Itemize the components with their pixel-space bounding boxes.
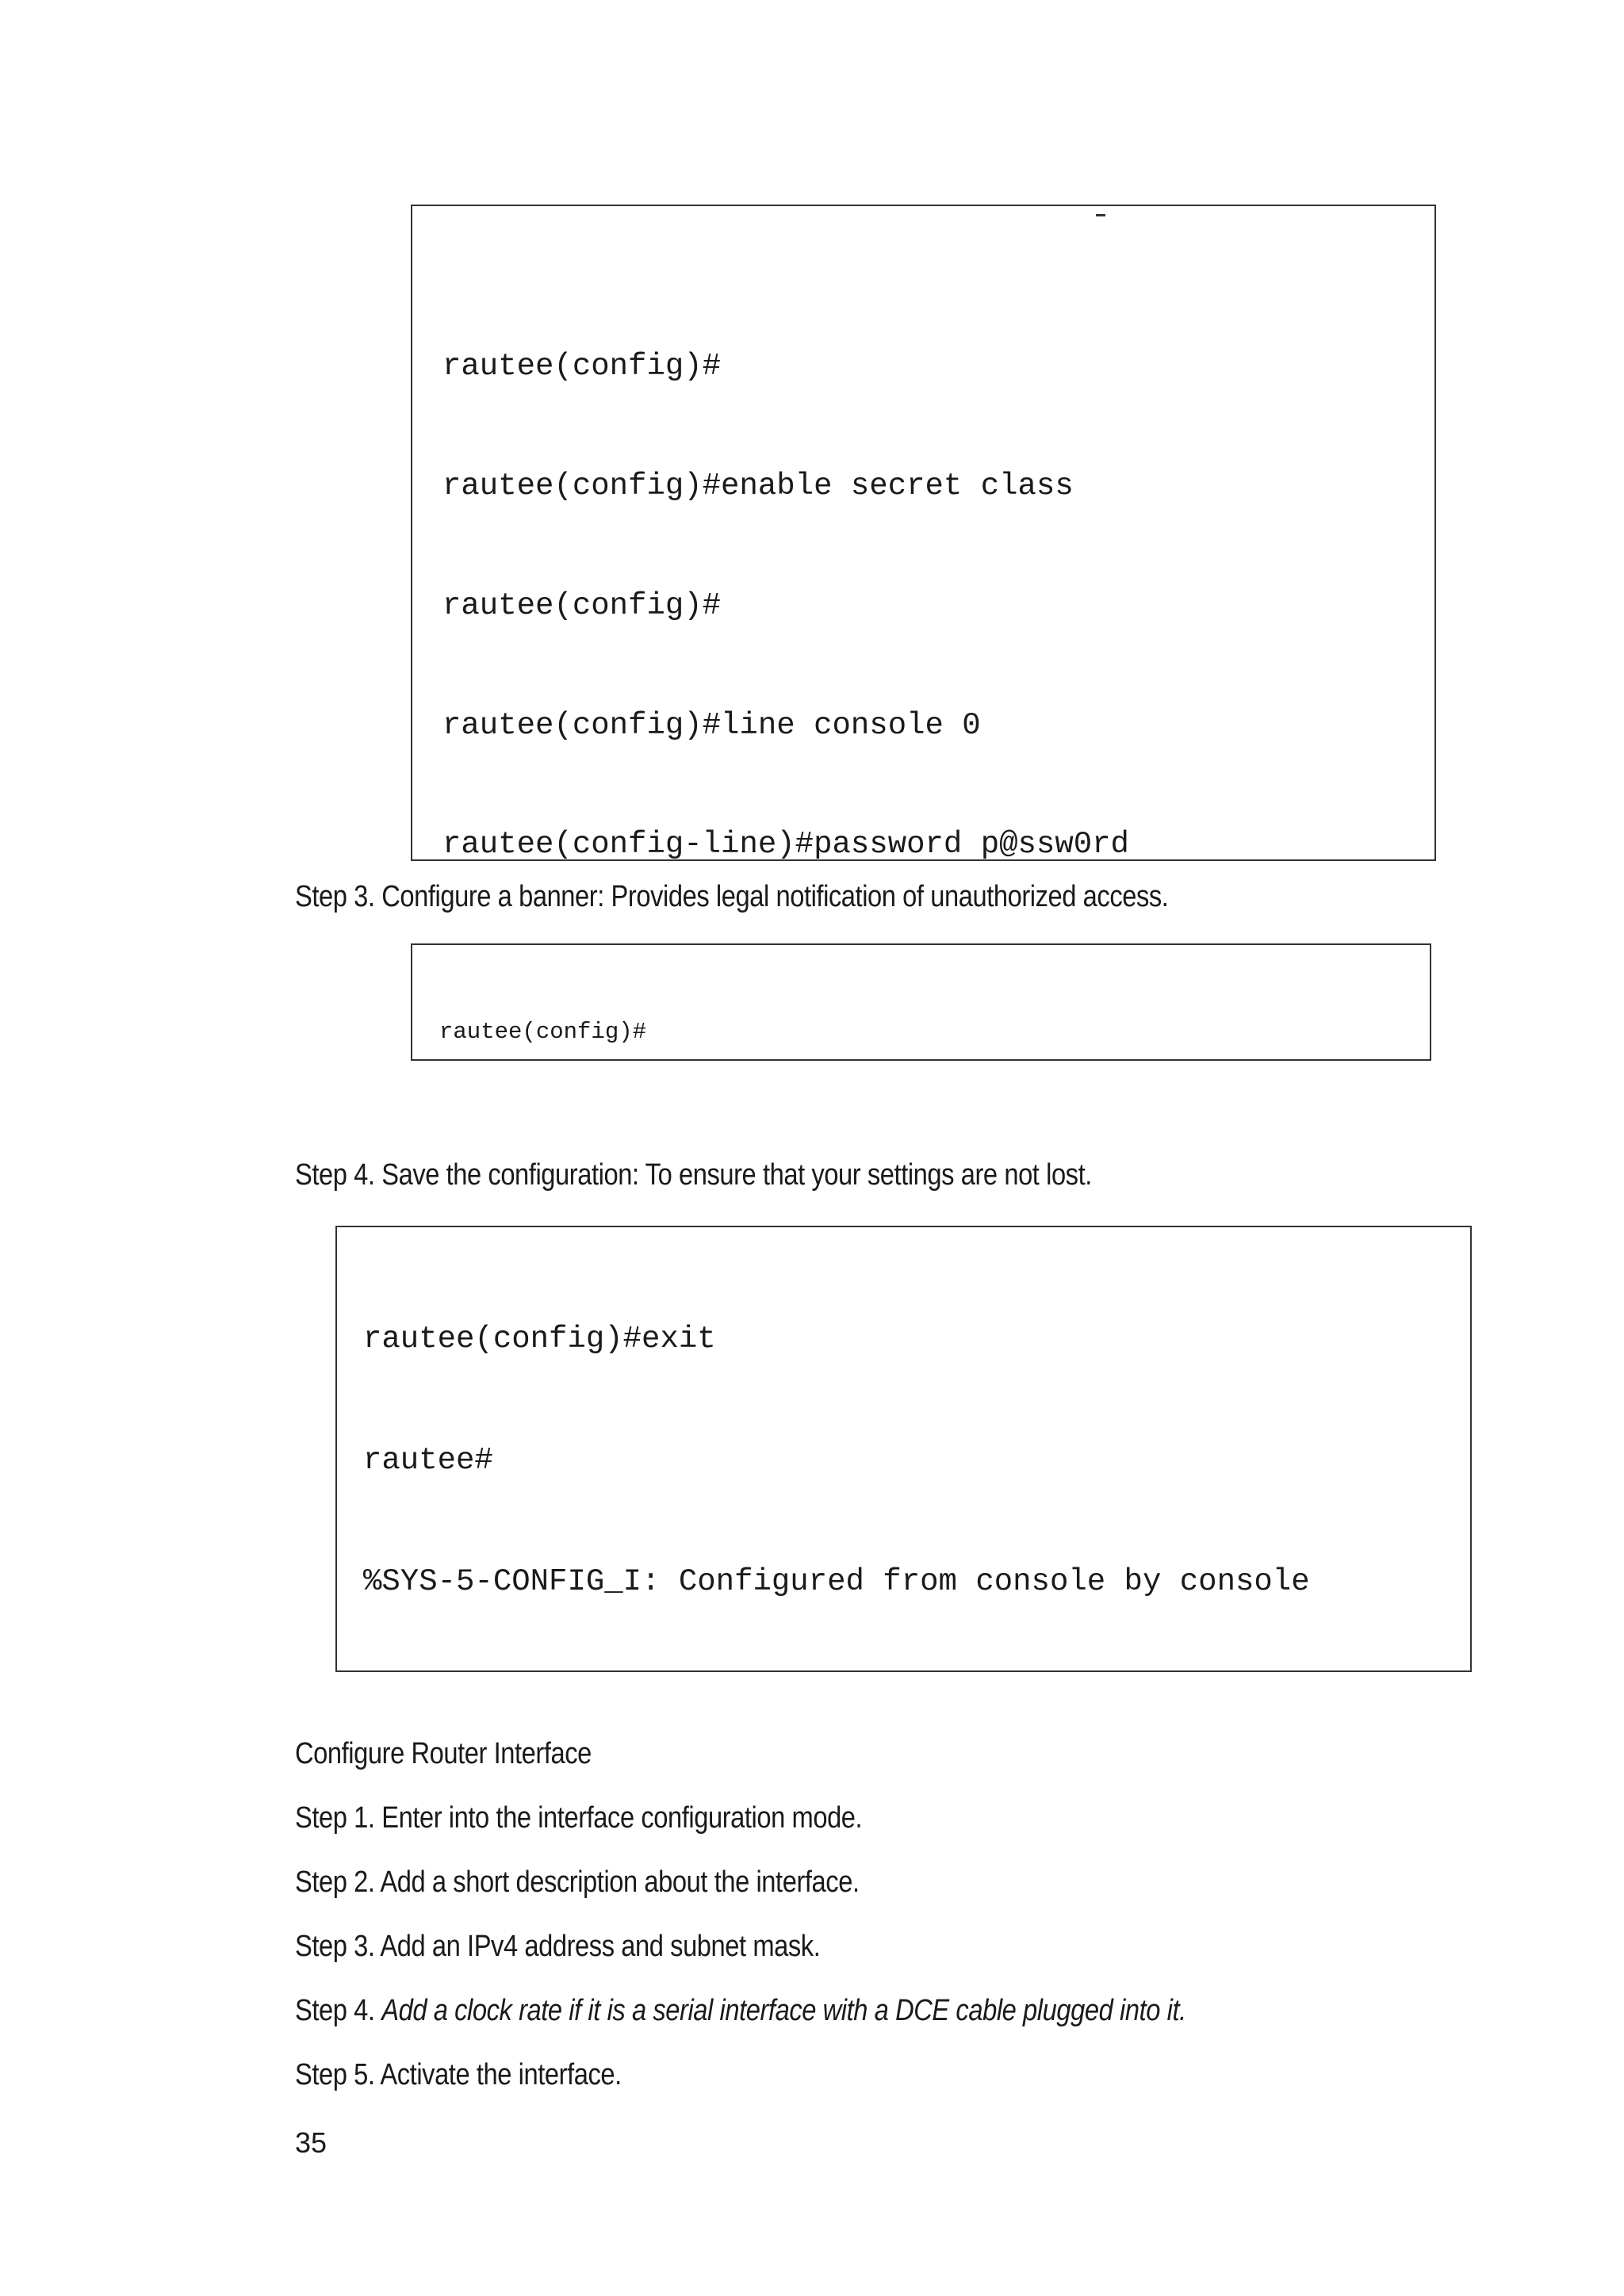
terminal-line: %SYS-5-CONFIG_I: Configured from console by console — [363, 1564, 1310, 1599]
step3-banner-text: Step 3. Configure a banner: Provides legal notification of unauthorized access. — [295, 880, 1169, 913]
interface-step-2: Step 2. Add a short description about the interface. — [295, 1866, 860, 1899]
terminal-line: rautee(config)# — [439, 1019, 647, 1045]
terminal-line: rautee(config)# — [442, 587, 722, 623]
section-title: Configure Router Interface — [295, 1737, 592, 1770]
terminal-screenshot-passwords — [411, 205, 1436, 861]
interface-step-1: Step 1. Enter into the interface configuration mode. — [295, 1801, 863, 1835]
step4-save-text: Step 4. Save the configuration: To ensure that your settings are not lost. — [295, 1158, 1092, 1192]
page-number: 35 — [295, 2126, 327, 2159]
cursor-artifact — [1096, 214, 1105, 216]
interface-step-4-italic: Add a clock rate if it is a serial interface with a DCE cable plugged into it. — [381, 1994, 1186, 2027]
terminal-line: rautee(config)#line console 0 — [442, 707, 981, 743]
terminal-screenshot-banner — [411, 943, 1431, 1061]
terminal-line: rautee(config)#exit — [363, 1322, 716, 1357]
interface-step-4 — [295, 1994, 1186, 2028]
interface-step-4-prefix: Step 4. — [295, 1994, 375, 2027]
terminal-screenshot-save — [335, 1226, 1472, 1672]
terminal-line: rautee# — [363, 1443, 493, 1478]
terminal-line: rautee(config-line)#password p@ssw0rd — [442, 827, 1129, 861]
terminal-line: rautee(config)#enable secret class — [442, 468, 1074, 503]
interface-step-5: Step 5. Activate the interface. — [295, 2058, 622, 2091]
terminal-line: rautee(config)# — [442, 348, 722, 384]
interface-step-3: Step 3. Add an IPv4 address and subnet mask. — [295, 1930, 821, 1963]
